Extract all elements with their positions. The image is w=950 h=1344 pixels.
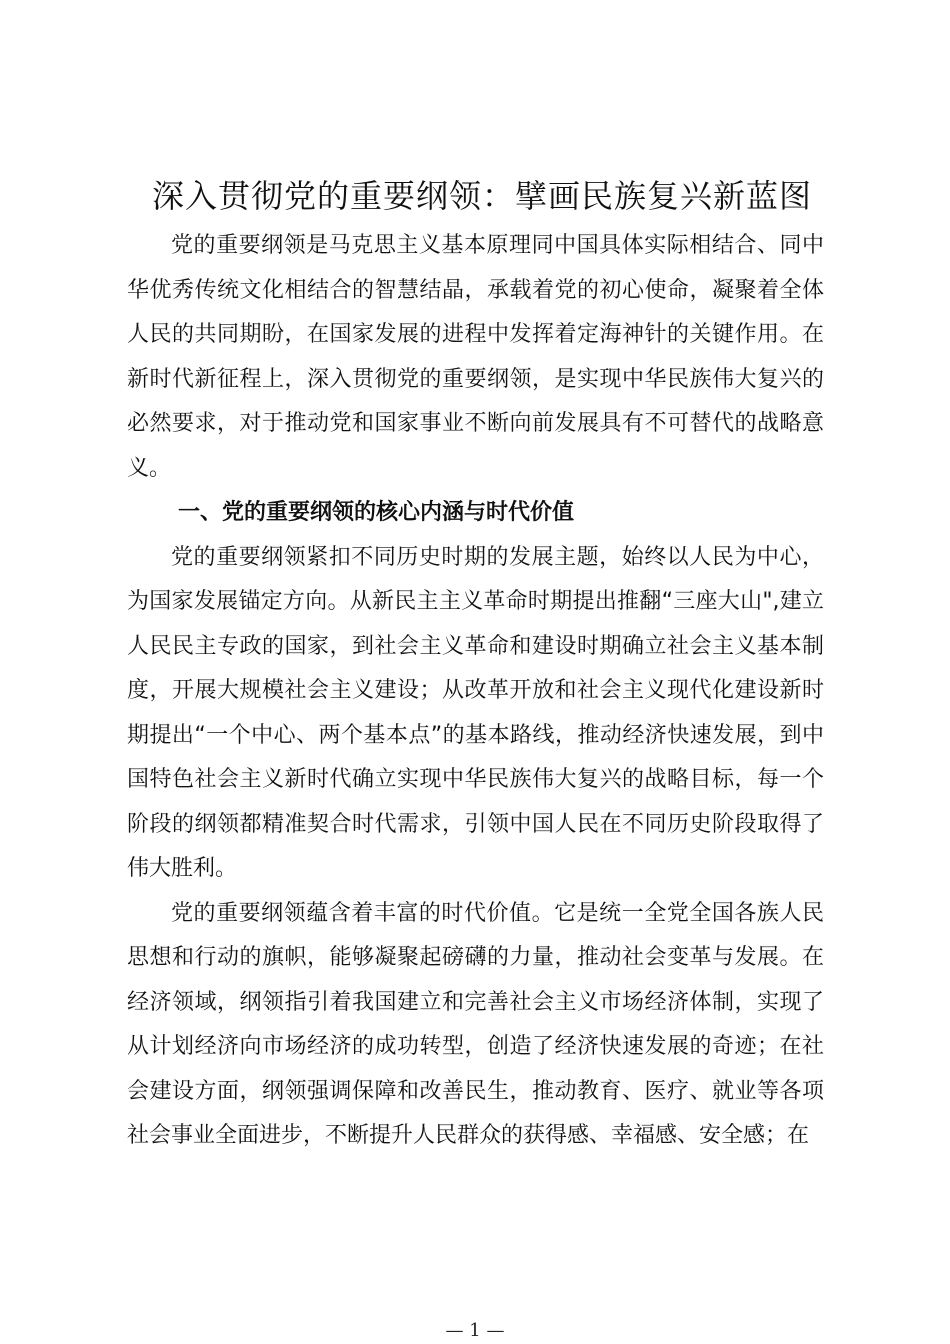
body-paragraph: 党的重要纲领蕴含着丰富的时代价值。它是统一全党全国各族人民思想和行动的旗帜，能够凝聚起磅礴的力量，推动社会变革与发展。在经济领域，纲领指引着我国建立和完善社会主义市场经济体制，实现了从计划经济向市场经济的成功转型，创造了经济快速发展的奇迹；在社会建设方面，纲领强调保障和改善民生，推动教育、医疗、就业等各项社会事业全面进步，不断提升人民群众的获得感、幸福感、安全感；在 <box>127 900 824 1148</box>
body-paragraph: 党的重要纲领紧扣不同历史时期的发展主题，始终以人民为中心，为国家发展锚定方向。从新民主主义革命时期提出推翻“三座大山",建立人民民主专政的国家，到社会主义革命和建设时期确立社会主义基本制度，开展大规模社会主义建设；从改革开放和社会主义现代化建设新时期提出“一个中心、两个基本点”的基本路线，推动经济快速发展，到中国特色社会主义新时代确立实现中华民族伟大复兴的战略目标，每一个阶段的纲领都精准契合时代需求，引领中国人民在不同历史阶段取得了伟大胜利。 <box>127 544 824 881</box>
page-number: — 1 — <box>445 1320 505 1341</box>
document-title: 深入贯彻党的重要纲领：擘画民族复兴新蓝图 <box>151 177 812 215</box>
section-heading: 一、党的重要纲领的核心内涵与时代价值 <box>178 500 575 525</box>
document-body <box>127 224 824 1159</box>
intro-paragraph: 党的重要纲领是马克思主义基本原理同中国具体实际相结合、同中华优秀传统文化相结合的智慧结晶，承载着党的初心使命，凝聚着全体人民的共同期盼，在国家发展的进程中发挥着定海神针的关键作用。在新时代新征程上，深入贯彻党的重要纲领，是实现中华民族伟大复兴的必然要求，对于推动党和国家事业不断向前发展具有不可替代的战略意义。 <box>127 233 824 481</box>
